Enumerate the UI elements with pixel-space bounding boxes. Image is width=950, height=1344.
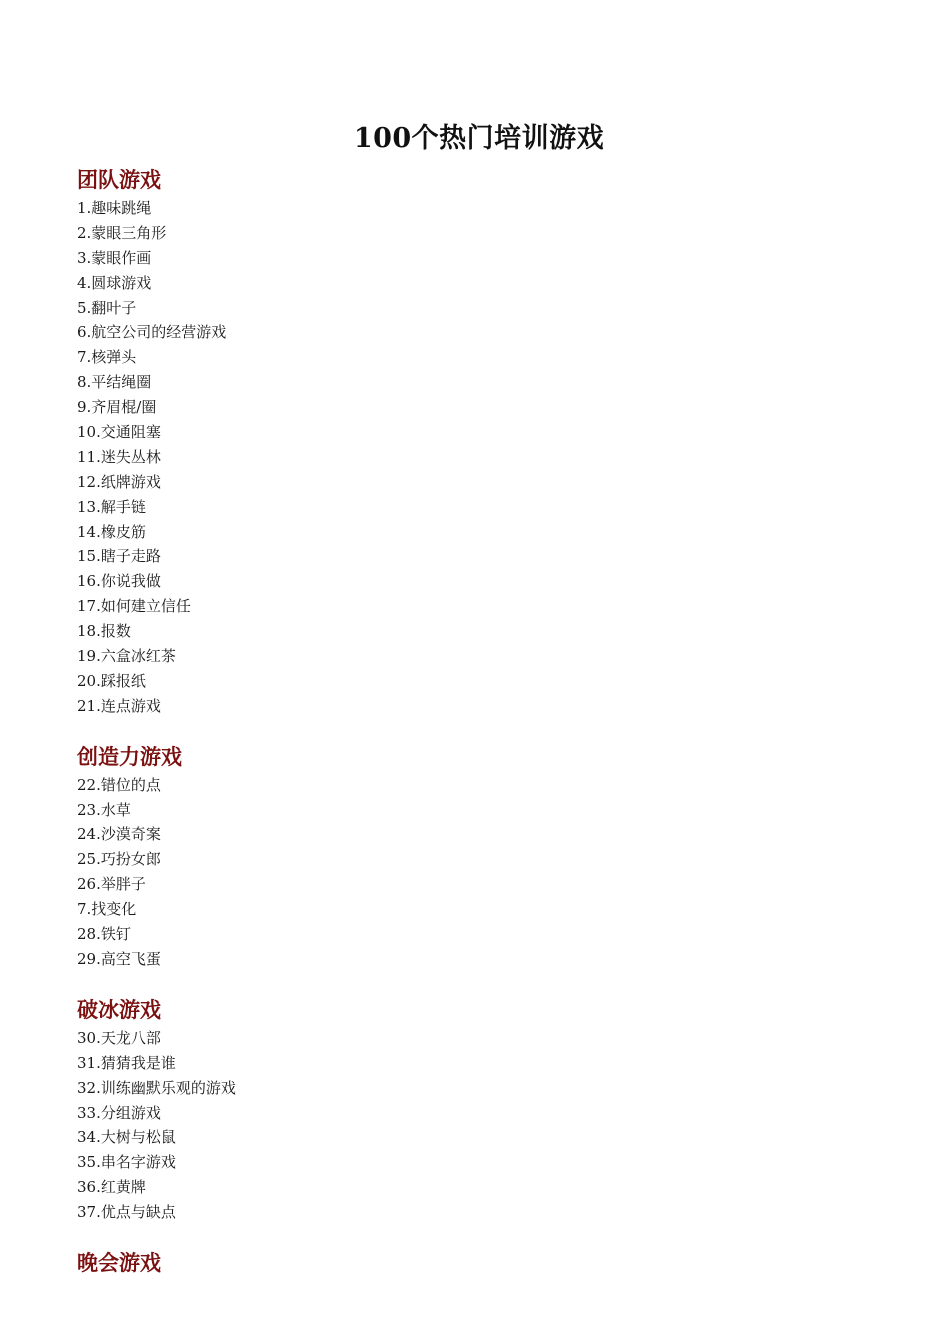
list-item: 33.分组游戏 (77, 1103, 161, 1122)
page-title: 100个热门培训游戏 (353, 123, 605, 155)
list-item: 16.你说我做 (77, 572, 161, 591)
list-item: 1.趣味跳绳 (77, 199, 152, 217)
document-body (77, 164, 677, 1300)
list-item: 13.解手链 (77, 497, 146, 516)
list-item: 20.踩报纸 (77, 671, 146, 690)
list-item: 22.错位的点 (77, 775, 161, 794)
list-item: 19.六盒冰红茶 (77, 647, 176, 666)
list-item: 36.红黄牌 (77, 1178, 146, 1197)
list-item: 2.蒙眼三角形 (77, 223, 167, 242)
list-item: 31.猜猜我是谁 (77, 1053, 176, 1072)
game-list (77, 196, 677, 719)
list-item: 8.平结绳圈 (77, 373, 152, 392)
list-item: 32.训练幽默乐观的游戏 (77, 1078, 236, 1097)
section-heading: 团队游戏 (77, 167, 161, 192)
section-heading: 破冰游戏 (77, 996, 161, 1022)
list-item: 12.纸牌游戏 (77, 472, 161, 491)
list-item: 18.报数 (77, 622, 131, 641)
list-item: 24.沙漠奇案 (77, 825, 161, 844)
list-item: 7.核弹头 (77, 348, 137, 367)
game-list (77, 1026, 677, 1225)
section-heading: 创造力游戏 (77, 743, 182, 769)
section-icebreaker-games (77, 994, 677, 1225)
list-item: 17.如何建立信任 (77, 597, 191, 616)
list-item: 7.找变化 (77, 900, 137, 919)
list-item: 35.串名字游戏 (77, 1153, 176, 1172)
section-team-games (77, 164, 677, 719)
list-item: 21.连点游戏 (77, 696, 161, 715)
list-item: 15.瞎子走路 (77, 547, 161, 566)
section-creativity-games (77, 741, 677, 972)
list-item: 4.圆球游戏 (77, 273, 152, 292)
list-item: 5.翻叶子 (77, 298, 137, 317)
list-item: 11.迷失丛林 (77, 447, 161, 466)
list-item: 9.齐眉棍/圈 (77, 398, 157, 417)
list-item: 26.举胖子 (77, 875, 146, 894)
list-item: 29.高空飞蛋 (77, 949, 161, 968)
list-item: 37.优点与缺点 (77, 1203, 176, 1222)
list-item: 6.航空公司的经营游戏 (77, 323, 227, 342)
list-item: 34.大树与松鼠 (77, 1128, 176, 1147)
list-item: 10.交通阻塞 (77, 423, 161, 442)
list-item: 23.水草 (77, 800, 131, 819)
list-item: 3.蒙眼作画 (77, 248, 152, 267)
section-heading: 晚会游戏 (77, 1249, 161, 1275)
section-party-games (77, 1247, 677, 1278)
list-item: 25.巧扮女郎 (77, 850, 161, 869)
list-item: 14.橡皮筋 (77, 522, 146, 541)
list-item: 28.铁钉 (77, 925, 131, 944)
game-list (77, 773, 677, 972)
list-item: 30.天龙八部 (77, 1028, 161, 1047)
